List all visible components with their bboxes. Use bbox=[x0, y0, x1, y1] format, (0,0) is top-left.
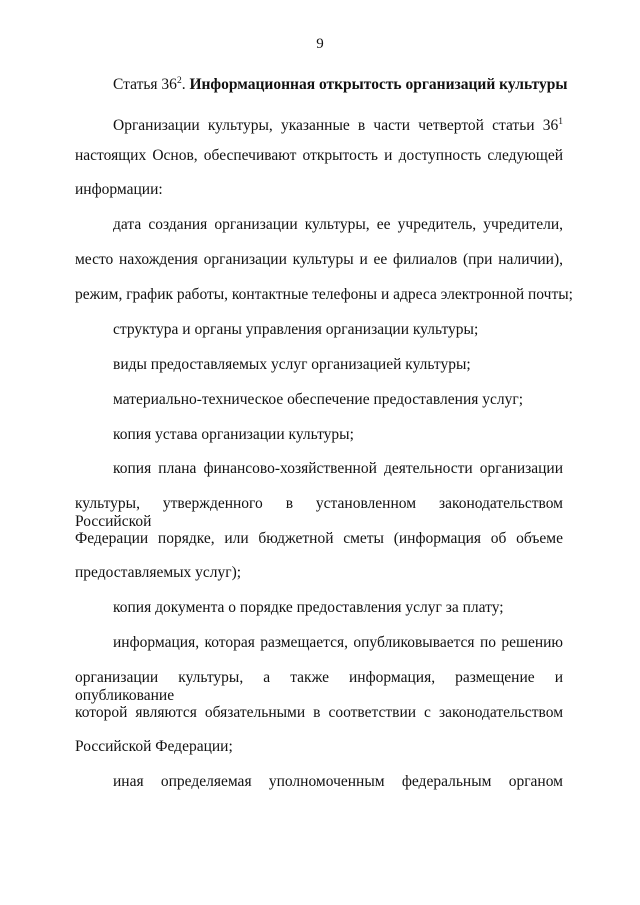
list-item-9-line-1: иная определяемая уполномоченным федеральным органом bbox=[113, 773, 563, 790]
list-item-8-line-3: которой являются обязательными в соответствии с законодательством bbox=[75, 704, 563, 721]
intro-line-1 bbox=[113, 113, 563, 135]
list-item-3: виды предоставляемых услуг организацией культуры; bbox=[113, 356, 471, 373]
heading-separator: . bbox=[181, 76, 190, 93]
article-number: Статья 36 bbox=[113, 76, 177, 93]
list-item-8-line-4: Российской Федерации; bbox=[75, 738, 233, 755]
intro-line-2: настоящих Основ, обеспечивают открытость и доступность следующей bbox=[75, 147, 563, 164]
list-item-2: структура и органы управления организации культуры; bbox=[113, 321, 479, 338]
page-number: 9 bbox=[316, 36, 324, 52]
list-item-8-line-2: организации культуры, а также информация, размещение и опубликование bbox=[75, 669, 563, 704]
article-heading bbox=[113, 76, 567, 94]
article-number-superscript: 2 bbox=[176, 76, 182, 86]
intro-line-3: информации: bbox=[75, 181, 163, 198]
list-item-7: копия документа о порядке предоставления услуг за плату; bbox=[113, 599, 504, 616]
list-item-6-line-3: Федерации порядке, или бюджетной сметы (информация об объеме bbox=[75, 530, 563, 547]
list-item-1-line-2: место нахождения организации культуры и ее филиалов (при наличии), bbox=[75, 251, 563, 268]
list-item-6-line-4: предоставляемых услуг); bbox=[75, 564, 242, 581]
list-item-1-line-1: дата создания организации культуры, ее учредитель, учредители, bbox=[113, 216, 563, 233]
intro-line-1-text: Организации культуры, указанные в части четвертой статьи 36 bbox=[113, 117, 559, 134]
list-item-5: копия устава организации культуры; bbox=[113, 426, 354, 443]
list-item-1-line-3: режим, график работы, контактные телефоны и адреса электронной почты; bbox=[75, 286, 573, 303]
list-item-6-line-2: культуры, утвержденного в установленном законодательством Российской bbox=[75, 495, 563, 530]
list-item-6-line-1: копия плана финансово-хозяйственной деятельности организации bbox=[113, 460, 563, 477]
intro-line-1-superscript: 1 bbox=[558, 117, 563, 127]
article-title: Информационная открытость организаций культуры bbox=[189, 76, 568, 93]
list-item-8-line-1: информация, которая размещается, опубликовывается по решению bbox=[113, 634, 563, 651]
list-item-4: материально-техническое обеспечение предоставления услуг; bbox=[113, 391, 524, 408]
